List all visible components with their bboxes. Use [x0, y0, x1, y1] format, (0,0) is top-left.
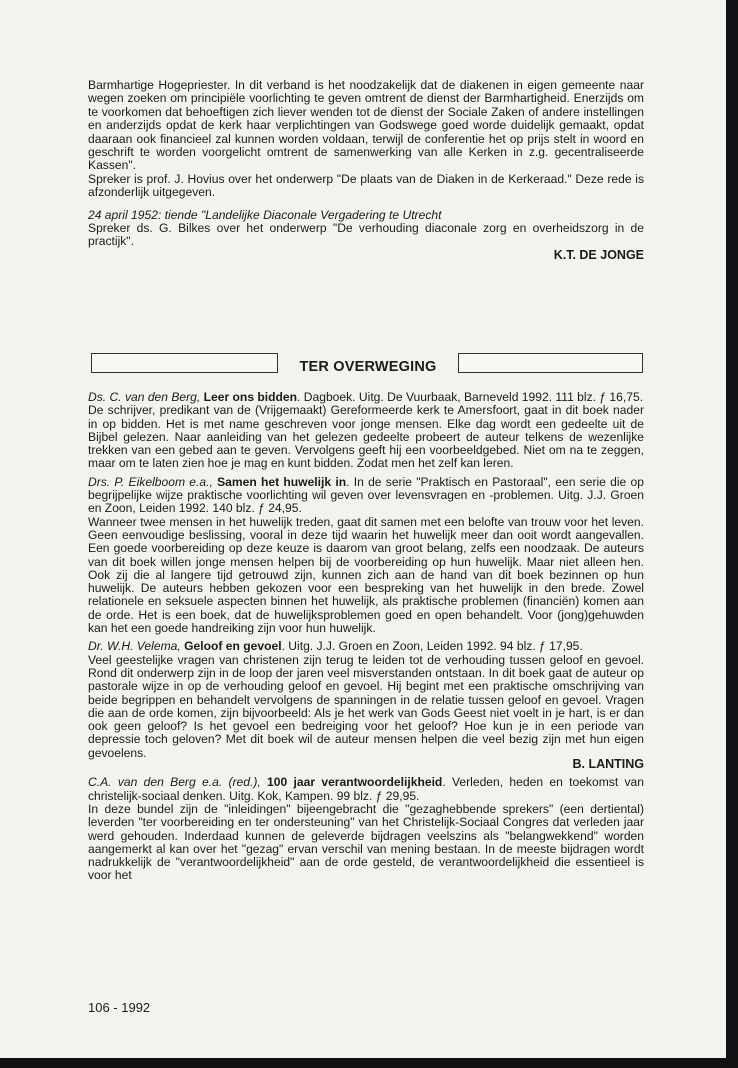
- date-line: 24 april 1952: tiende "Landelijke Diaconale Vergadering te Utrecht: [88, 207, 442, 222]
- review-info: . Dagboek. Uitg. De Vuurbaak, Barneveld 1992. 111 blz. ƒ 16,75.: [297, 390, 644, 404]
- review-header: [88, 640, 644, 653]
- review-header: [88, 391, 644, 404]
- review-title: 100 jaar verantwoordelijkheid: [267, 775, 443, 790]
- review-title: Samen het huwelijk in: [217, 474, 347, 489]
- book-reviews: [88, 391, 644, 883]
- review-info: . In de serie "Praktisch en Pastoraal", een serie die op begrijpelijke wijze praktische voorlichting wil geven over levensvragen en -problemen. Uitg. J.J. Groen en Zoon, Leiden 1992. 140 blz. ƒ 24,95.: [88, 474, 644, 516]
- top-article: [88, 79, 644, 262]
- review-info: . Verleden, heden en toekomst van christelijk-sociaal denken. Uitg. Kok, Kampen. 99 blz. ƒ 29,95.: [88, 775, 644, 803]
- review-author: Drs. P. Eikelboom e.a.,: [88, 474, 213, 489]
- review-header: [88, 476, 644, 516]
- section-title: TER OVERWEGING: [299, 359, 437, 375]
- review-header: [88, 776, 644, 803]
- review-body: Veel geestelijke vragen van christenen zijn terug te leiden tot de verhouding tussen geloof en gevoel. Rond dit onderwerp zijn in de loop der jaren veel misverstanden ontstaan. In dit boek gaat de auteur op pastorale wijze in op de verhouding geloof en gevoel. Hij begint met een praktische omschrijving van beide begrippen en behandelt vervolgens de spanningen in de relatie tussen geloof en gevoel. Vragen die aan de orde komen, zijn bijvoorbeeld: Als je het werk van Gods Geest niet voelt in je hart, is er dan ook geen geloof? Is het gevoel een bedreiging voor het geloof? Hoe kun je in een periode van depressie toch geloven? Met dit boek wil de auteur mensen helpen die veel bezig zijn met hun eigen gevoelens.: [88, 652, 644, 760]
- paragraph: Spreker is prof. J. Hovius over het onderwerp "De plaats van de Diaken in de Kerkeraad." Deze rede is afzonderlijk uitgegeven.: [88, 171, 644, 200]
- paragraph: Barmhartige Hogepriester. In dit verband is het noodzakelijk dat de diakenen in eigen gemeente naar wegen zoeken om principiële voorlichting te geven omtrent de dienst der Barmhartigheid. Enerzijds om te voorkomen dat behoeftigen zich liever wenden tot de dienst der Sociale Zaken of andere instellingen en anderzijds opdat de kerk haar verplichtingen van Godswege goed worde duidelijk gemaakt, opdat daaraan ook financieel zal kunnen worden voldaan, terwijl de conferentie het op prijs stelt in woord en geschrift te worden voorgelicht omtrent de samenwerking van alle Kerken in z.g. gecentraliseerde Kassen".: [88, 78, 644, 173]
- review-body: In deze bundel zijn de "inleidingen" bijeengebracht die "gezaghebbende sprekers" (een dertiental) leverden "ter voorbereiding en ter ondersteuning" van het Christelijk-Sociaal Congres dat verleden jaar werd gehouden. Inderdaad kunnen de geleverde bijdragen veelszins als "belangwekkend" worden aangemerkt al kan over het "gezag" ervan verschil van mening bestaan. In de meeste bijdragen wordt nadrukkelijk de "verantwoordelijkheid" aan de orde gesteld, de verantwoordelijkheid die essentieel is voor het: [88, 801, 644, 883]
- review-title: Geloof en gevoel: [184, 639, 282, 654]
- page-number: 106 - 1992: [88, 1000, 151, 1015]
- review-body: De schrijver, predikant van de (Vrijgemaakt) Gereformeerde kerk te Amersfoort, gaat in dit boek nader in op bidden. Het is met name geschreven voor jonge mensen. Elke dag wordt een gedeelte uit de Bijbel gelezen. Naar aanleiding van het gelezen gedeelte probeert de auteur telkens de wezenlijke trekken van een gebed aan te geven. Vervolgens geeft hij een voorbeeldgebed. Niet om na te zeggen, maar om te laten zien hoe je mag en kunt bidden. Zodat men het zelf kan leren.: [88, 403, 644, 471]
- decorative-box-right: [458, 353, 643, 373]
- reviewer-signature: B. LANTING: [572, 757, 644, 772]
- review-author: C.A. van den Berg e.a. (red.),: [88, 775, 261, 790]
- paragraph: Spreker ds. G. Bilkes over het onderwerp "De verhouding diaconale zorg en overheidszorg in de practijk".: [88, 221, 644, 249]
- author-signature: K.T. DE JONGE: [553, 247, 644, 262]
- scan-border-right: [726, 0, 738, 1068]
- scan-border-bottom: [0, 1058, 738, 1068]
- review-title: Leer ons bidden: [203, 390, 298, 404]
- review-author: Ds. C. van den Berg,: [88, 390, 201, 404]
- review-info: . Uitg. J.J. Groen en Zoon, Leiden 1992. 94 blz. ƒ 17,95.: [281, 639, 583, 654]
- review-body: Wanneer twee mensen in het huwelijk treden, gaat dit samen met een belofte van trouw voor het leven. Geen eenvoudige beslissing, vooral in deze tijd waarin het huwelijk meer dan ooit wordt aangevallen. Een goede voorbereiding op deze keuze is daarom van groot belang, zelfs een noodzaak. De auteurs van dit boek willen jonge mensen helpen bij de voorbereiding op hun huwelijk. Maar niet alleen hen. Ook zij die al langere tijd getrouwd zijn, kunnen zich aan de hand van dit boek bezinnen op hun huwelijk. De auteurs hebben gekozen voor een bespreking van het huwelijk in den brede. Zowel relationele en seksuele aspecten binnen het huwelijk, als praktische problemen (financiën) komen aan de orde. Het is een boek, dat de huwelijksproblemen goed en open behandelt. Voor (jong)gehuwden kan het een goede handreiking zijn voor hun huwelijk.: [88, 514, 644, 636]
- section-heading: [88, 353, 644, 377]
- review-author: Dr. W.H. Velema,: [88, 639, 181, 654]
- decorative-box-left: [91, 353, 278, 373]
